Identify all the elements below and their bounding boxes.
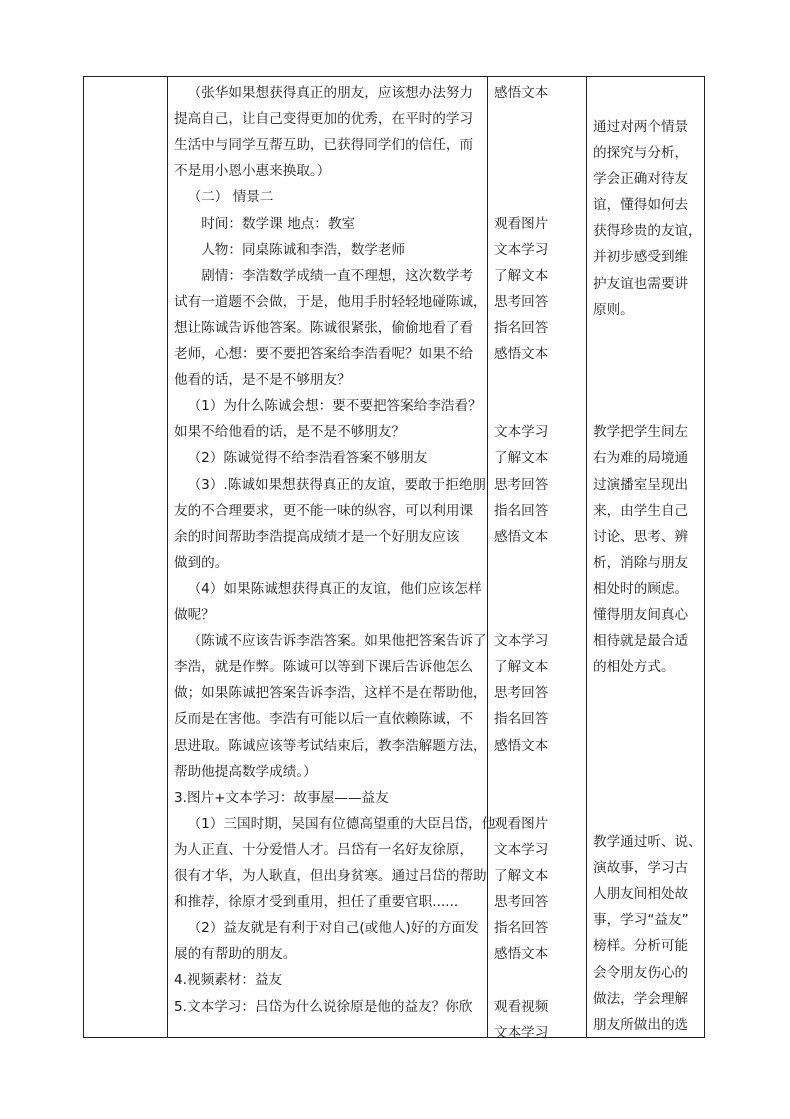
content-line: 老师，心想：要不要把答案给李浩看呢？如果不给 (174, 346, 474, 362)
content-line: 展的有帮助的朋友。 (174, 946, 297, 963)
content-line: 做呢？ (174, 607, 215, 623)
activity-line: 指名回答 (494, 920, 549, 937)
content-line: 剧情：李浩数学成绩一直不理想，这次数学考 (201, 267, 474, 284)
content-line: （4）如果陈诚想获得真正的友谊，他们应该怎样 (187, 580, 482, 597)
intent-line: 朋友所做出的选 (593, 1016, 689, 1033)
content-line: 做到的。 (174, 554, 229, 571)
intent-line: 原则。 (593, 301, 634, 318)
activity-line: 文本学习 (494, 424, 549, 441)
content-line: 思进取。陈诚应该等考试结束后，教李浩解题方法， (174, 737, 487, 754)
activity-line: 感悟文本 (494, 946, 549, 963)
content-line: （2）陈诚觉得不给李浩看答案不够朋友 (187, 450, 428, 467)
content-line: 时间：数学课 地点：教室 (201, 215, 356, 232)
content-line: （3）.陈诚如果想获得真正的友谊，要敢于拒绝朋 (187, 476, 487, 493)
content-line: 想让陈诚告诉他答案。陈诚很紧张，偷偷地看了看 (174, 319, 474, 336)
activity-line: 感悟文本 (494, 346, 549, 362)
content-line: （陈诚不应该告诉李浩答案。如果他把答案告诉了 (187, 633, 487, 650)
intent-line: 过演播室呈现出 (593, 476, 689, 493)
activity-line: 思考回答 (494, 476, 549, 493)
activity-line: 了解文本 (494, 659, 549, 676)
content-line: 李浩，就是作弊。陈诚可以等到下课后告诉他怎么 (174, 659, 474, 676)
activity-line: 观看图片 (494, 815, 549, 832)
activity-line: 文本学习 (494, 633, 549, 650)
intent-line: 右为难的局境通 (593, 450, 689, 467)
intent-line: 教学把学生间左 (593, 424, 689, 441)
content-line: 3.图片+文本学习：故事屋——益友 (174, 789, 389, 806)
intent-line: 教学通过听、说、 (593, 834, 702, 851)
content-line: 很有才华，为人耿直，但出身贫寒。通过吕岱的帮助 (174, 868, 487, 884)
content-line: 如果不给他看的话，是不是不够朋友？ (174, 424, 406, 441)
intent-line: 做法，学会理解 (593, 990, 689, 1007)
content-line: 和推荐，徐原才受到重用，担任了重要官职...... (174, 894, 459, 911)
content-line: 5.文本学习：吕岱为什么说徐原是他的益友？你欣 (174, 998, 473, 1015)
activity-line: 文本学习 (494, 841, 549, 858)
content-line: （2）益友就是有利于对自己(或他人)好的方面发 (187, 920, 479, 937)
activity-line: 感悟文本 (494, 737, 549, 754)
intent-line: 的相处方式。 (593, 659, 675, 676)
intent-line: 讨论、思考、辨 (593, 528, 689, 545)
content-line: 为人正直、十分爱惜人才。吕岱有一名好友徐原， (174, 841, 474, 858)
column-divider-2 (487, 76, 488, 1038)
activity-line: 感悟文本 (494, 528, 549, 545)
intent-line: 事，学习“益友” (593, 912, 689, 929)
content-line: （1）为什么陈诚会想：要不要把答案给李浩看？ (187, 398, 482, 415)
activity-line: 了解文本 (494, 450, 549, 467)
intent-line: 的探究与分析， (593, 145, 689, 162)
activity-line: 感悟文本 (494, 85, 549, 101)
activity-line: 指名回答 (494, 711, 549, 728)
intent-line: 人朋友间相处故 (593, 886, 689, 903)
intent-line: 来，由学生自己 (593, 502, 689, 519)
content-line: 试有一道题不会做，于是，他用手肘轻轻地碰陈诚， (174, 293, 487, 310)
content-line: 余的时间帮助李浩提高成绩才是一个好朋友应该 (174, 528, 460, 545)
column-divider-3 (586, 76, 587, 1038)
column-divider-1 (167, 76, 168, 1038)
table-top-border (83, 76, 705, 77)
content-line: 4.视频素材：益友 (174, 972, 283, 989)
activity-line: 文本学习 (494, 1024, 549, 1041)
intent-line: 懂得朋友间真心 (593, 607, 689, 623)
intent-line: 学会正确对待友 (593, 171, 689, 188)
intent-line: 相待就是最合适 (593, 633, 689, 650)
activity-line: 指名回答 (494, 502, 549, 519)
content-line: （1）三国时期，吴国有位德高望重的大臣吕岱，他 (187, 815, 496, 832)
intent-line: 榜样。分析可能 (593, 938, 689, 955)
activity-line: 思考回答 (494, 894, 549, 911)
content-line: 提高自己，让自己变得更加的优秀，在平时的学习 (174, 111, 474, 128)
content-line: 帮助他提高数学成绩。） (174, 763, 317, 780)
activity-line: 观看视频 (494, 998, 549, 1015)
lesson-table (83, 76, 705, 1041)
intent-line: 通过对两个情景 (593, 118, 689, 135)
intent-line: 相处时的顾虑。 (593, 580, 689, 597)
content-line: 生活中与同学互帮互助，已获得同学们的信任，而 (174, 137, 474, 154)
activity-line: 指名回答 (494, 319, 549, 336)
content-line: （二） 情景二 (187, 189, 274, 206)
activity-line: 了解文本 (494, 267, 549, 284)
content-line: 不是用小恩小惠来换取。） (174, 163, 331, 180)
table-left-border (83, 76, 84, 1038)
intent-line: 谊，懂得如何去 (593, 197, 689, 214)
activity-line: 思考回答 (494, 293, 549, 310)
intent-line: 并初步感受到维 (593, 249, 689, 266)
intent-line: 获得珍贵的友谊， (593, 223, 702, 240)
content-line: 友的不合理要求，更不能一味的纵容，可以利用课 (174, 502, 474, 519)
activity-line: 观看图片 (494, 215, 549, 232)
intent-line: 护友谊也需要讲 (593, 275, 689, 292)
intent-line: 会令朋友伤心的 (593, 964, 689, 981)
activity-line: 了解文本 (494, 868, 549, 884)
content-line: 反而是在害他。李浩有可能以后一直依赖陈诚，不 (174, 711, 474, 728)
content-line: 人物：同桌陈诚和李浩，数学老师 (201, 241, 406, 258)
table-right-border (704, 76, 705, 1038)
activity-line: 思考回答 (494, 685, 549, 702)
content-line: （张华如果想获得真正的朋友，应该想办法努力 (187, 85, 474, 101)
content-line: 他看的话，是不是不够朋友？ (174, 372, 351, 389)
intent-line: 析，消除与朋友 (593, 554, 689, 571)
content-line: 做；如果陈诚把答案告诉李浩，这样不是在帮助他， (174, 685, 487, 702)
activity-line: 文本学习 (494, 241, 549, 258)
intent-line: 演故事，学习古 (593, 860, 689, 877)
